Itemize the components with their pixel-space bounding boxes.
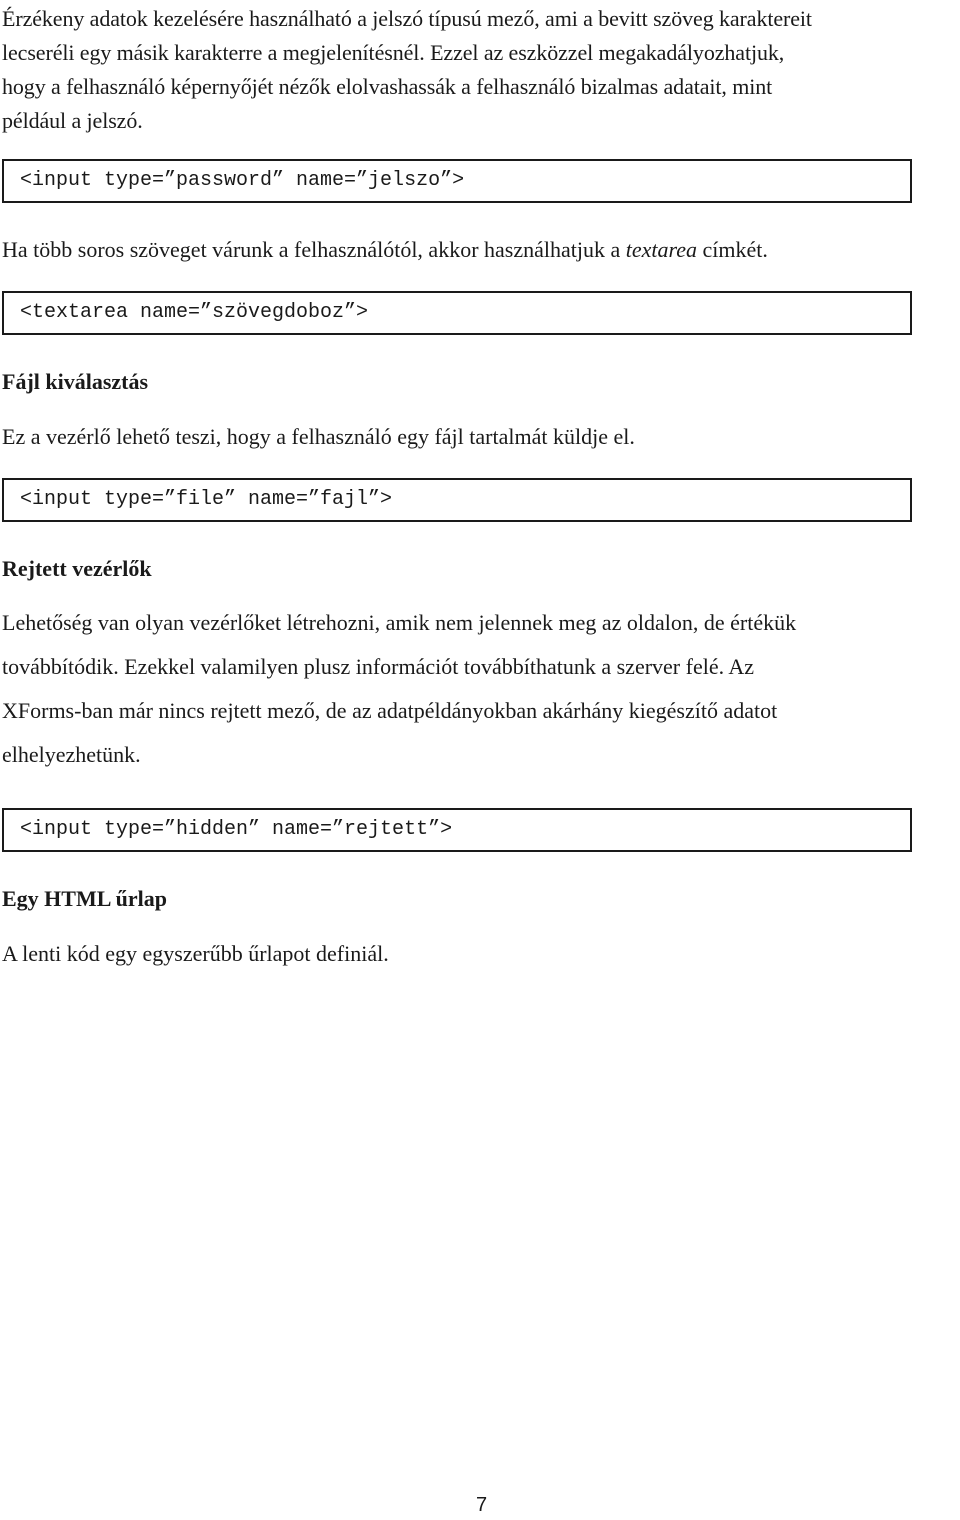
intro-line-1: Érzékeny adatok kezelésére használható a jelszó típusú mező, ami a bevitt szöveg karaktereit bbox=[2, 6, 812, 31]
form-section-heading: Egy HTML űrlap bbox=[2, 886, 168, 911]
code-box-hidden: <input type=”hidden” name=”rejtett”> bbox=[2, 808, 912, 852]
code-box-password: <input type=”password” name=”jelszo”> bbox=[2, 159, 912, 203]
page-number: 7 bbox=[476, 1494, 488, 1516]
file-section-heading: Fájl kiválasztás bbox=[2, 369, 149, 394]
file-section-text: Ez a vezérlő lehető teszi, hogy a felhasználó egy fájl tartalmát küldje el. bbox=[2, 424, 635, 449]
hidden-section-paragraph bbox=[2, 601, 796, 777]
textarea-term: textarea bbox=[625, 237, 698, 262]
textarea-text-after: címkét. bbox=[697, 237, 768, 262]
hidden-line-3: XForms-ban már nincs rejtett mező, de az adatpéldányokban akárhány kiegészítő adatot bbox=[2, 698, 778, 723]
hidden-line-4: elhelyezhetünk. bbox=[2, 742, 141, 767]
hidden-line-2: továbbítódik. Ezekkel valamilyen plusz információt továbbíthatunk a szerver felé. Az bbox=[2, 654, 755, 679]
code-box-file: <input type=”file” name=”fajl”> bbox=[2, 478, 912, 522]
textarea-text-before: Ha több soros szöveget várunk a felhasználótól, akkor használhatjuk a bbox=[2, 237, 626, 262]
textarea-paragraph bbox=[2, 228, 768, 272]
intro-line-2: lecseréli egy másik karakterre a megjelenítésnél. Ezzel az eszközzel megakadályozhatjuk, bbox=[2, 40, 785, 65]
intro-line-3: hogy a felhasználó képernyőjét nézők elolvashassák a felhasználó bizalmas adatait, mint bbox=[2, 74, 773, 99]
form-section-text: A lenti kód egy egyszerűbb űrlapot definiál. bbox=[2, 941, 389, 966]
intro-paragraph bbox=[2, 2, 812, 138]
hidden-section-heading: Rejtett vezérlők bbox=[2, 556, 152, 581]
code-box-textarea: <textarea name=”szövegdoboz”> bbox=[2, 291, 912, 335]
hidden-line-1: Lehetőség van olyan vezérlőket létrehozni, amik nem jelennek meg az oldalon, de értékük bbox=[2, 610, 797, 635]
intro-line-4: például a jelszó. bbox=[2, 108, 143, 133]
